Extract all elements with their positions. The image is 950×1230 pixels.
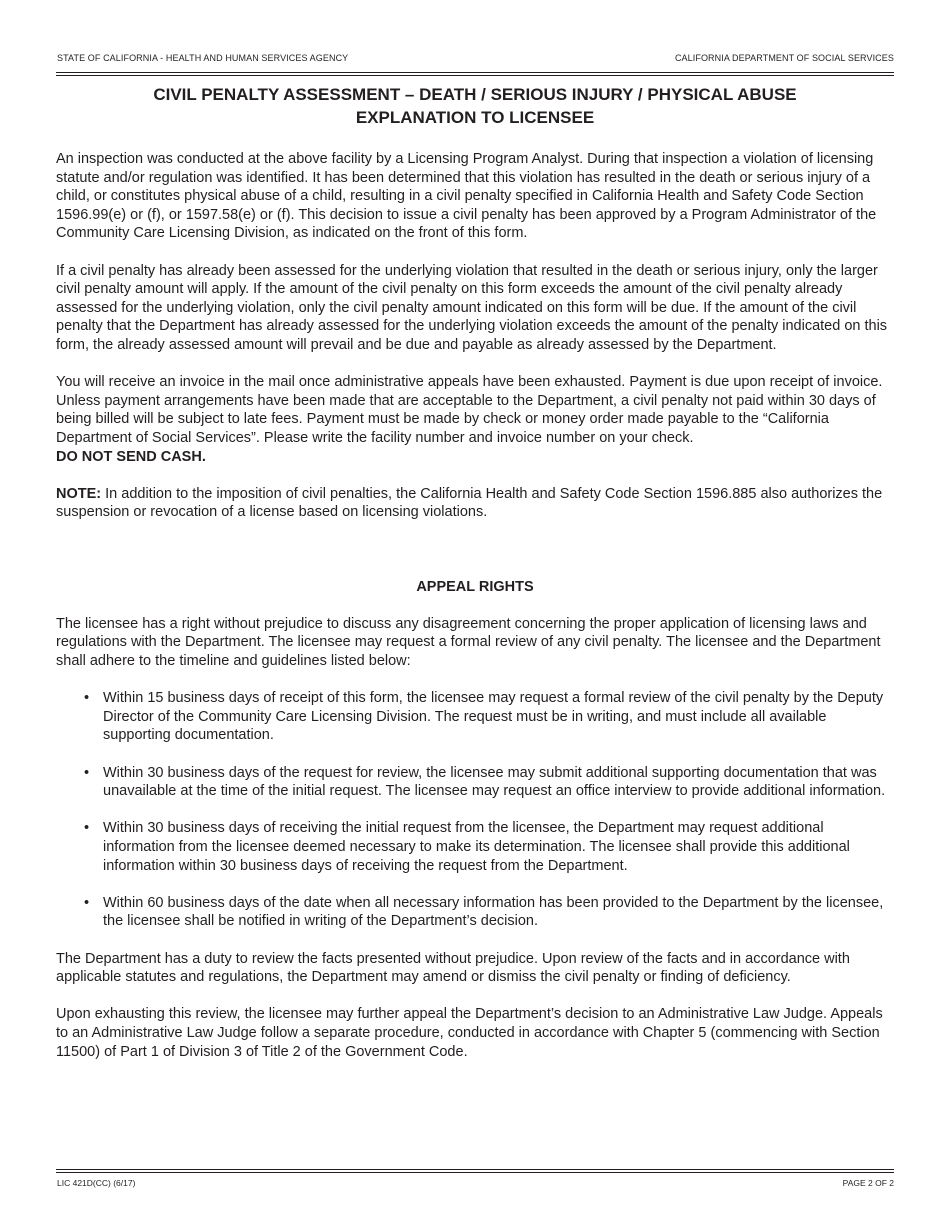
paragraph-note <box>56 485 894 522</box>
title-line-2: EXPLANATION TO LICENSEE <box>355 108 595 127</box>
bullet-icon: • <box>84 820 90 837</box>
document-body <box>56 150 894 1061</box>
list-item-text: Within 15 business days of receipt of this form, the licensee may request a formal review of the civil penalty by the Deputy Director of the Community Care Licensing Division. The request must be in writing, and must include all available supporting documentation. <box>103 690 884 744</box>
note-label: NOTE: <box>56 485 102 502</box>
page-number: PAGE 2 OF 2 <box>842 1178 894 1188</box>
paragraph-penalty-amount: If a civil penalty has already been assessed for the underlying violation that resulted in the death or serious injury, only the larger civil penalty amount will apply. If the amount of the civil penalty on this form exceeds the amount of the civil penalty already assessed for the underlying violation, only the civil penalty amount indicated on this form will be due. If the amount of the civil penalty that the Department has already assessed for the underlying violation exceeds the amount of the penalty indicated on this form, the already assessed amount will prevail and be due and payable as already assessed by the Department. <box>56 262 888 353</box>
list-item-text: Within 30 business days of the request for review, the licensee may submit additional supporting documentation that was unavailable at the time of the initial request. The licensee may request an office interview to provide additional information. <box>103 764 886 800</box>
agency-header: STATE OF CALIFORNIA - HEALTH AND HUMAN SERVICES AGENCY <box>57 53 349 63</box>
paragraph-further-appeal: Upon exhausting this review, the licensee may further appeal the Department’s decision to an Administrative Law Judge. Appeals to an Administrative Law Judge follow a separate procedure, conducted in accordance with Chapter 5 (commencing with Section 11500) of Part 1 of Division 3 of Title 2 of the Government Code. <box>56 1006 883 1060</box>
bullet-icon: • <box>84 764 90 781</box>
list-item <box>56 894 894 931</box>
list-item-text: Within 60 business days of the date when all necessary information has been provided to the Department by the licensee, the licensee shall be notified in writing of the Department’s decision. <box>103 894 884 930</box>
appeal-rights-heading: APPEAL RIGHTS <box>416 578 534 595</box>
footer-rule-1 <box>56 1169 894 1170</box>
header-rule-1 <box>56 72 894 73</box>
page-title <box>56 83 894 129</box>
paragraph-department-duty: The Department has a duty to review the facts presented without prejudice. Upon review of the facts and in accordance with applicable statutes and regulations, the Department may amend or dismiss the civil penalty or finding of deficiency. <box>56 950 850 986</box>
list-item <box>56 689 894 745</box>
form-id: LIC 421D(CC) (6/17) <box>57 1178 136 1188</box>
appeal-timeline-list <box>56 689 894 931</box>
footer-rule-2 <box>56 1172 894 1173</box>
list-item-text: Within 30 business days of receiving the initial request from the licensee, the Department may request additional information from the licensee deemed necessary to make its determination. The licensee shall provide this additional information within 30 business days of receiving the request from the Department. <box>103 820 850 874</box>
bullet-icon: • <box>84 894 90 911</box>
title-line-1: CIVIL PENALTY ASSESSMENT – DEATH / SERIOUS INJURY / PHYSICAL ABUSE <box>153 85 797 104</box>
appeal-intro: The licensee has a right without prejudice to discuss any disagreement concerning the proper application of licensing laws and regulations with the Department. The licensee may request a formal review of any civil penalty. The licensee and the Department shall adhere to the timeline and guidelines listed below: <box>56 615 881 670</box>
do-not-send-cash: DO NOT SEND CASH. <box>56 448 206 465</box>
list-item <box>56 819 894 875</box>
note-text: In addition to the imposition of civil penalties, the California Health and Safety Code Section 1596.885 also authorizes the suspension or revocation of a license based on licensing violations. <box>56 485 883 521</box>
paragraph-inspection: An inspection was conducted at the above facility by a Licensing Program Analyst. During that inspection a violation of licensing statute and/or regulation was identified. It has been determined that this violation has resulted in the death or serious injury of a child, or constitutes physical abuse of a child, resulting in a civil penalty specified in California Health and Safety Code Section 1596.99(e) or (f), or 1597.58(e) or (f). This decision to issue a civil penalty has been approved by a Program Administrator of the Community Care Licensing Division, as indicated on the front of this form. <box>56 151 877 242</box>
bullet-icon: • <box>84 690 90 707</box>
payment-text: You will receive an invoice in the mail once administrative appeals have been exhausted. Payment is due upon receipt of invoice. Unless payment arrangements have been made that are acceptable to the Department, a civil penalty not paid within 30 days of being billed will be subject to late fees. Payment must be made by check or money order made payable to the “California Department of Social Services”. Please write the facility number and invoice number on your check. <box>56 374 883 446</box>
department-header: CALIFORNIA DEPARTMENT OF SOCIAL SERVICES <box>674 53 894 63</box>
header-rule-2 <box>56 75 894 76</box>
list-item <box>56 764 894 801</box>
paragraph-payment <box>56 373 894 466</box>
